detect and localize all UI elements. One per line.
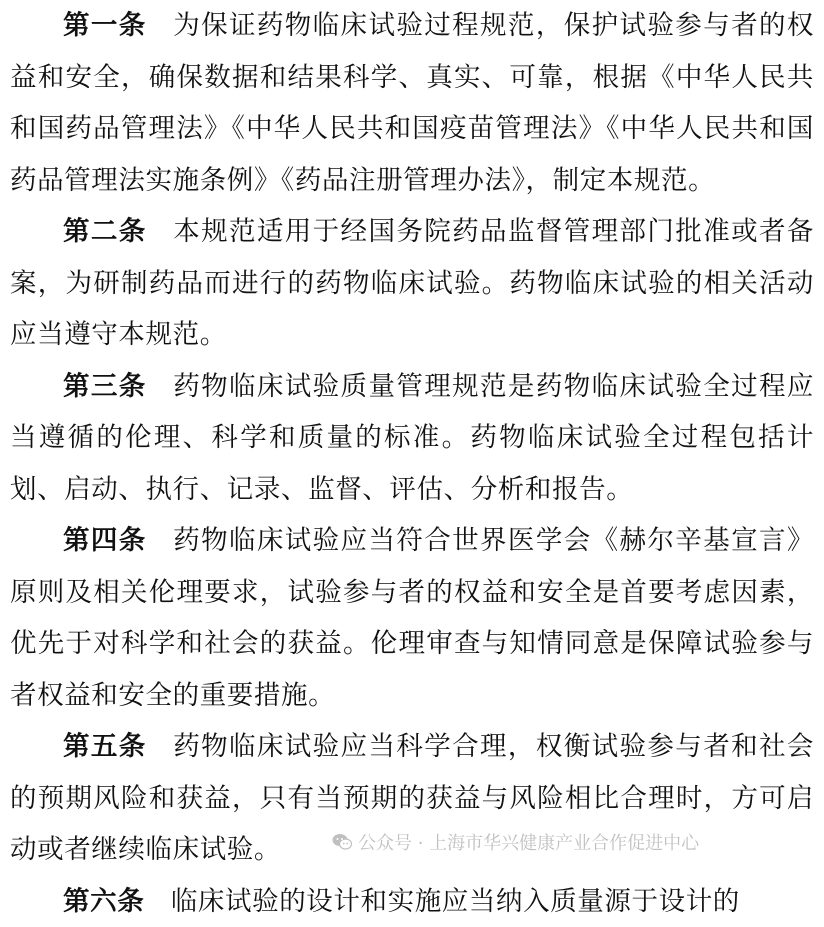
- article-number: 第三条: [63, 371, 147, 402]
- article-text: 为保证药物临床试验过程规范，保护试验参与者的权益和安全，确保数据和结果科学、真实、可靠，根据《中华人民共和国药品管理法》《中华人民共和国疫苗管理法》《中华人民共和国药品管理法实施条例》《药品注册管理办法》，制定本规范。: [10, 10, 814, 196]
- article-text: 药物临床试验应当符合世界医学会《赫尔辛基宣言》原则及相关伦理要求，试验参与者的权益和安全是首要考虑因素，优先于对科学和社会的获益。伦理审查与知情同意是保障试验参与者权益和安全的重要措施。: [10, 525, 814, 711]
- article-text: 本规范适用于经国务院药品监督管理部门批准或者备案，为研制药品而进行的药物临床试验。药物临床试验的相关活动应当遵守本规范。: [10, 216, 814, 350]
- article-3: [10, 361, 814, 516]
- article-2: [10, 206, 814, 361]
- article-number: 第六条: [63, 886, 144, 917]
- article-text: 药物临床试验质量管理规范是药物临床试验全过程应当遵循的伦理、科学和质量的标准。药物临床试验全过程包括计划、启动、执行、记录、监督、评估、分析和报告。: [10, 371, 814, 505]
- watermark-text: 公众号 · 上海市华兴健康产业合作促进中心: [358, 829, 699, 855]
- wechat-icon: [332, 833, 352, 851]
- article-1: [10, 0, 814, 206]
- article-number: 第四条: [63, 525, 147, 556]
- article-text: 临床试验的设计和实施应当纳入质量源于设计的: [171, 886, 740, 917]
- article-4: [10, 515, 814, 721]
- article-6: [10, 876, 814, 927]
- wechat-watermark: [332, 829, 699, 855]
- article-number: 第二条: [63, 216, 147, 247]
- article-number: 第五条: [63, 731, 147, 762]
- article-number: 第一条: [63, 10, 147, 41]
- regulation-document: [10, 0, 814, 927]
- article-text: 药物临床试验应当科学合理，权衡试验参与者和社会的预期风险和获益，只有当预期的获益与风险相比合理时，方可启动或者继续临床试验。: [10, 731, 814, 865]
